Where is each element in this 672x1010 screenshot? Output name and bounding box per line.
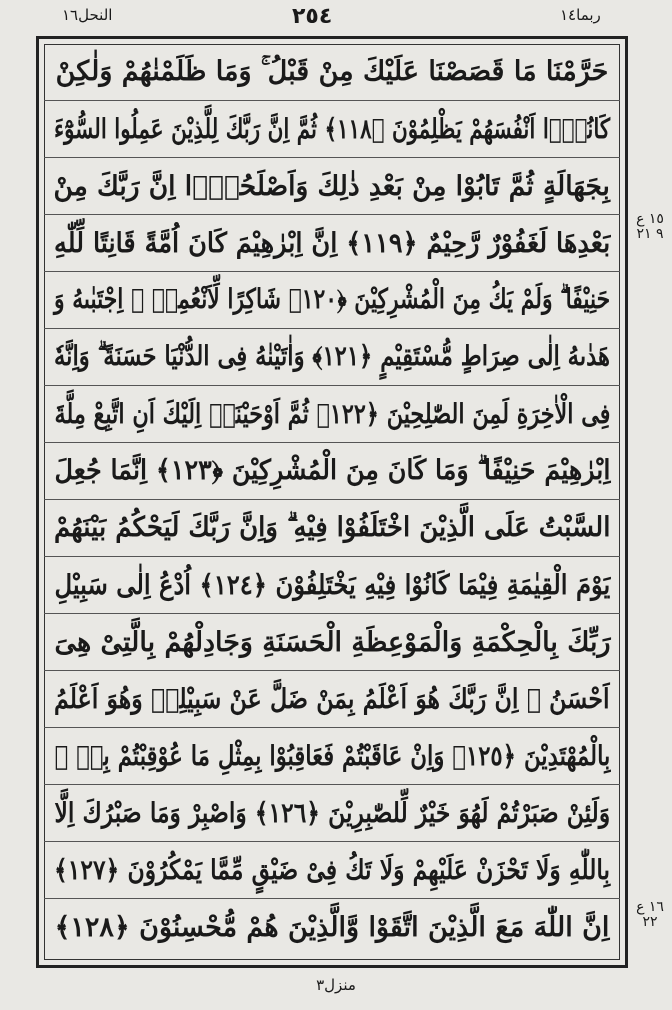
verse-line-text: هَدٰىهُ اِلٰى صِرَاطٍ مُّسْتَقِيْمٍ ﴿١٢١﴾ وَاٰتَيْنٰهُ فِى الدُّنْيَا حَسَنَةً ۗ وَاِنَّهٗ — [53, 341, 610, 372]
page-header — [0, 0, 672, 36]
verse-text-block — [44, 44, 620, 960]
verse-line — [44, 272, 620, 329]
ruku-marker-upper: ١٥ ع ٩ ٢١ — [636, 211, 664, 242]
surah-name-label: النحل١٦ — [62, 6, 113, 24]
verse-line — [44, 158, 620, 215]
verse-line-text: حَرَّمْنَا مَا قَصَصْنَا عَلَيْكَ مِنْ قَبْلُ ۚ وَمَا ظَلَمْنٰهُمْ وَلٰكِنْ — [55, 56, 609, 87]
verse-line — [44, 101, 620, 158]
verse-line-text: بِالْمُهْتَدِيْنَ ﴿١٢٥﴾ وَاِنْ عَاقَبْتُمْ فَعَاقِبُوْا بِمِثْلِ مَا عُوْقِبْتُمْ بِهٖ ۗ — [54, 740, 610, 772]
page-number: ٢٥٤ — [292, 4, 333, 29]
verse-line — [44, 329, 620, 386]
verse-line — [44, 443, 620, 500]
verse-line-text: بِاللّٰهِ وَلَا تَحْزَنْ عَلَيْهِمْ وَلَا تَكُ فِىْ ضَيْقٍ مِّمَّا يَمْكُرُوْنَ ﴿١٢٧﴾ — [53, 854, 611, 886]
verse-line — [44, 671, 620, 728]
verse-line — [44, 614, 620, 671]
verse-line-text: وَلَئِنْ صَبَرْتُمْ لَهُوَ خَيْرٌ لِّلصّٰبِرِيْنَ ﴿١٢٦﴾ وَاصْبِرْ وَمَا صَبْرُكَ اِلَّا — [54, 797, 610, 829]
verse-line — [44, 785, 620, 842]
verse-line-text: السَّبْتُ عَلَى الَّذِيْنَ اخْتَلَفُوْا فِيْهِ ۗ وَاِنَّ رَبَّكَ لَيَحْكُمُ بَيْنَهُمْ — [53, 512, 611, 543]
verse-line — [44, 842, 620, 899]
verse-line — [44, 899, 620, 956]
verse-line-text: اَحْسَنُ ۗ اِنَّ رَبَّكَ هُوَ اَعْلَمُ بِمَنْ ضَلَّ عَنْ سَبِيْلِهٖ وَهُوَ اَعْلَمُ — [54, 683, 610, 715]
verse-line-text: رَبِّكَ بِالْحِكْمَةِ وَالْمَوْعِظَةِ الْحَسَنَةِ وَجَادِلْهُمْ بِالَّتِىْ هِىَ — [54, 626, 611, 658]
verse-line-text: بَعْدِهَا لَغَفُوْرٌ رَّحِيْمٌ ﴿١١٩﴾ اِنَّ اِبْرٰهِيْمَ كَانَ اُمَّةً قَانِتًا لِّلّٰهِ — [53, 227, 611, 259]
verse-line — [44, 728, 620, 785]
verse-line-text: بِجَهَالَةٍ ثُمَّ تَابُوْا مِنْ بَعْدِ ذٰلِكَ وَاَصْلَحُوْۤا اِنَّ رَبَّكَ مِنْ — [53, 170, 611, 202]
verse-line-text: يَوْمَ الْقِيٰمَةِ فِيْمَا كَانُوْا فِيْهِ يَخْتَلِفُوْنَ ﴿١٢٤﴾ اُدْعُ اِلٰى سَبِيْلِ — [54, 569, 610, 601]
verse-line — [44, 386, 620, 443]
juz-name-label: ربما١٤ — [560, 6, 601, 24]
verse-line — [44, 557, 620, 614]
ruku-marker-lower: ١٦ ع ٢٢ — [636, 899, 664, 930]
verse-line-text: اِنَّ اللّٰهَ مَعَ الَّذِيْنَ اتَّقَوْا وَّالَّذِيْنَ هُمْ مُّحْسِنُوْنَ ﴿١٢٨﴾ — [54, 912, 610, 943]
verse-line — [44, 44, 620, 101]
verse-line-text: فِى الْاٰخِرَةِ لَمِنَ الصّٰلِحِيْنَ ﴿١٢٢﴾ ثُمَّ اَوْحَيْنَاۤ اِلَيْكَ اَنِ اتَّبِعْ مِلَّةَ — [53, 398, 610, 430]
verse-line — [44, 500, 620, 557]
verse-line-text: كَانُوْۤا اَنْفُسَهُمْ يَظْلِمُوْنَ ﴿١١٨﴾ ثُمَّ اِنَّ رَبَّكَ لِلَّذِيْنَ عَمِلُوا السُّوْٓءَ — [53, 113, 611, 145]
verse-line-text: حَنِيْفًا ۗ وَلَمْ يَكُ مِنَ الْمُشْرِكِيْنَ ﴿١٢٠﴾ شَاكِرًا لِّاَنْعُمِهٖ ۗ اِجْتَبٰىهُ وَ — [53, 284, 611, 315]
manzil-footer: منزل٣ — [316, 976, 356, 994]
verse-line — [44, 215, 620, 272]
verse-line-text: اِبْرٰهِيْمَ حَنِيْفًا ۗ وَمَا كَانَ مِنَ الْمُشْرِكِيْنَ ﴿١٢٣﴾ اِنَّمَا جُعِلَ — [54, 455, 610, 486]
